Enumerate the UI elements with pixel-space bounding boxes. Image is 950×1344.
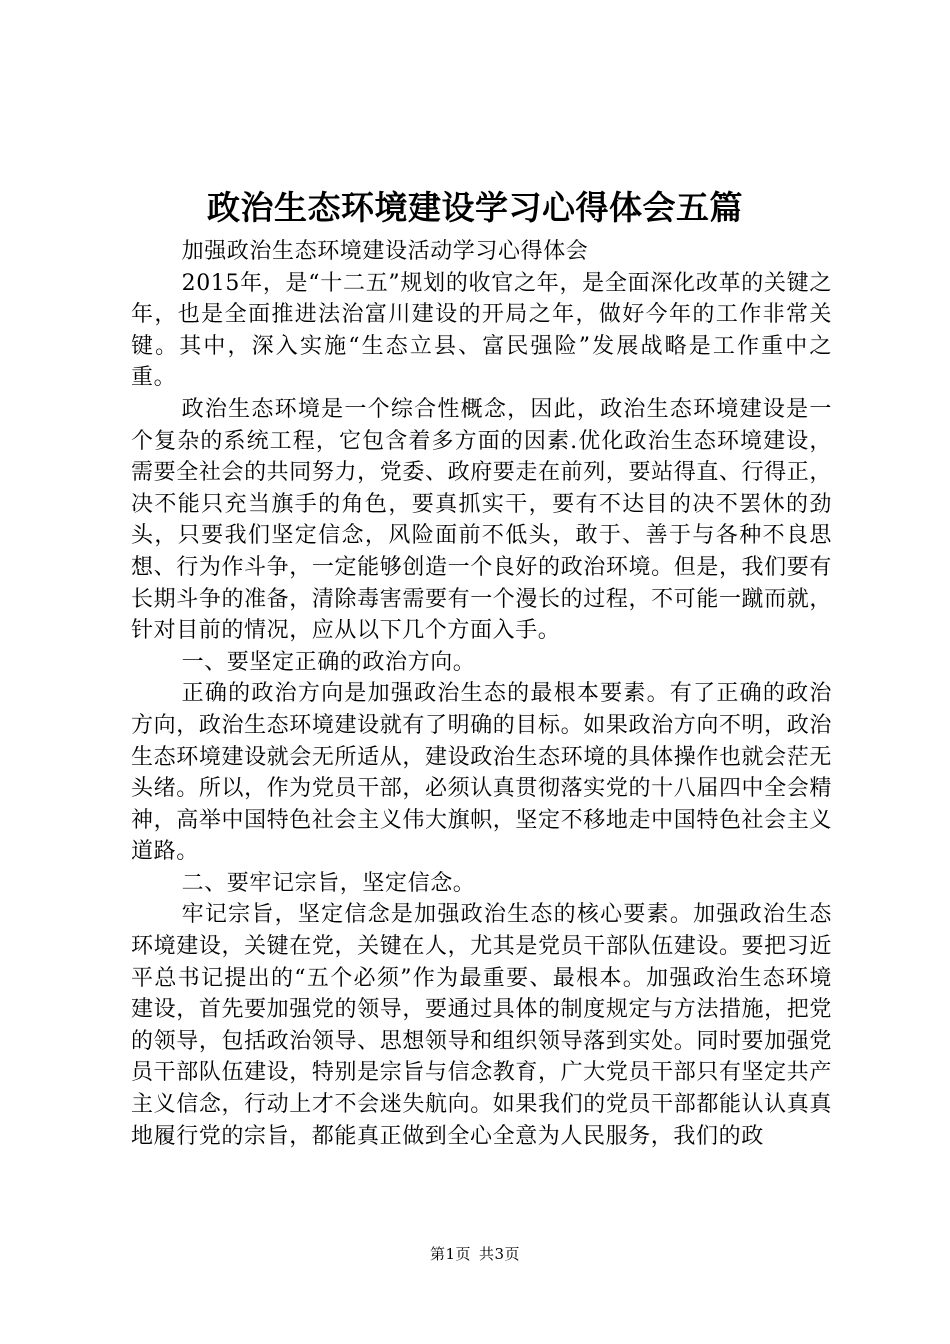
section-heading-2: 二、要牢记宗旨，坚定信念。 bbox=[181, 870, 476, 896]
paragraph-section-2: 牢记宗旨，坚定信念是加强政治生态的核心要素。加强政治生态环境建设，关键在党，关键在人，尤其是党员干部队伍建设。要把习近平总书记提出的“五个必须”作为最重要、最根本。加强政治生态环境建设，首先要加强党的领导，要通过具体的制度规定与方法措施，把党的领导，包括政治领导、思想领导和组织领导落到实处。同时要加强党员干部队伍建设，特别是宗旨与信念教育，广大党员干部只有坚定共产主义信念，行动上才不会迷失航向。如果我们的党员干部都能认认真真地履行党的宗旨，都能真正做到全心全意为人民服务，我们的政 bbox=[131, 902, 832, 1149]
section-heading-1: 一、要坚定正确的政治方向。 bbox=[181, 649, 476, 675]
paragraph-subtitle: 加强政治生态环境建设活动学习心得体会 bbox=[181, 239, 589, 264]
paragraph-intro: 2015年，是“十二五”规划的收官之年，是全面深化改革的关键之年，也是全面推进法治富川建设的开局之年，做好今年的工作非常关键。其中，深入实施“生态立县、富民强险”发展战略是工作重中之重。 bbox=[131, 270, 832, 391]
document-body bbox=[131, 236, 832, 1152]
page-footer bbox=[0, 1244, 950, 1264]
document-title: 政治生态环境建设学习心得体会五篇 bbox=[207, 188, 743, 227]
page-total: 共3页 bbox=[479, 1245, 521, 1263]
paragraph-overview: 政治生态环境是一个综合性概念，因此，政治生态环境建设是一个复杂的系统工程，它包含着多方面的因素.优化政治生态环境建设，需要全社会的共同努力，党委、政府要走在前列，要站得直、行得正，决不能只充当旗手的角色，要真抓实干，要有不达目的决不罢休的劲头，只要我们坚定信念，风险面前不低头，敢于、善于与各种不良思想、行为作斗争，一定能够创造一个良好的政治环境。但是，我们要有长期斗争的准备，清除毒害需要有一个漫长的过程，不可能一蹴而就，针对目前的情况，应从以下几个方面入手。 bbox=[131, 396, 832, 644]
paragraph-section-1: 正确的政治方向是加强政治生态的最根本要素。有了正确的政治方向，政治生态环境建设就有了明确的目标。如果政治方向不明，政治生态环境建设就会无所适从，建设政治生态环境的具体操作也就会茫无头绪。所以，作为党员干部，必须认真贯彻落实党的十八届四中全会精神，高举中国特色社会主义伟大旗帜，坚定不移地走中国特色社会主义道路。 bbox=[131, 681, 832, 865]
page-number: 第1页 bbox=[429, 1245, 471, 1263]
